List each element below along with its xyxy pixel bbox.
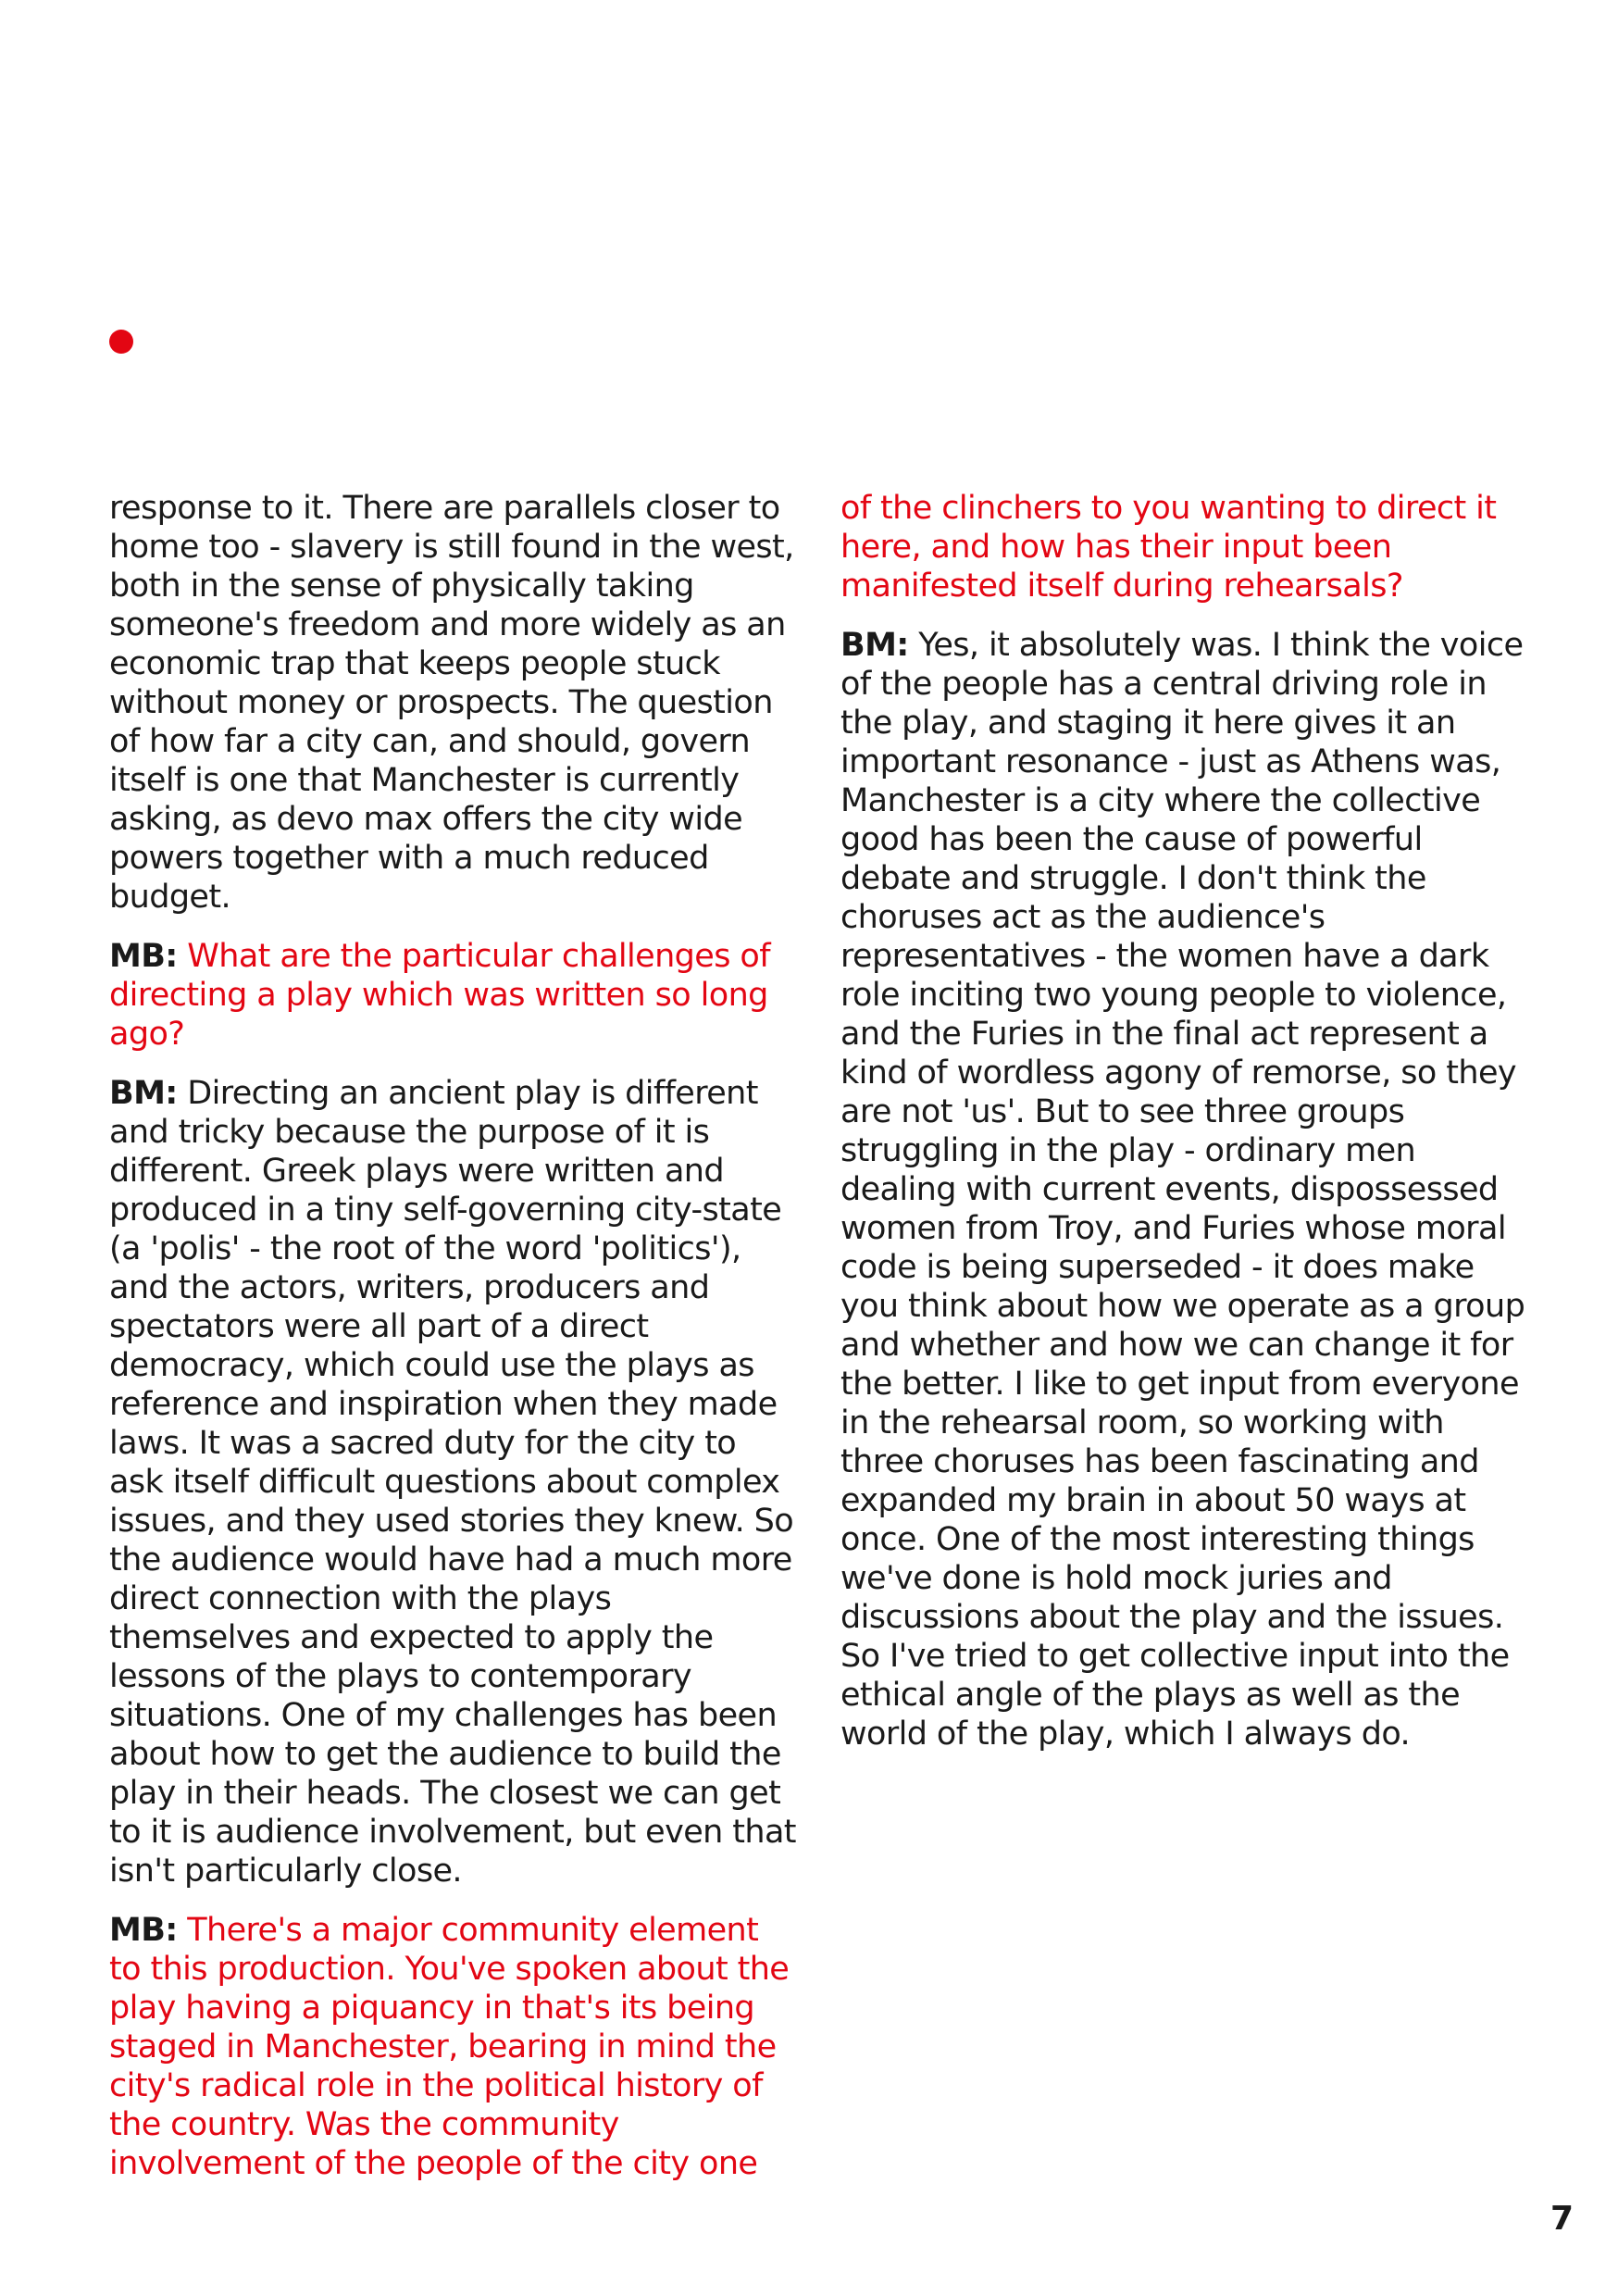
answer-text: Yes, it absolutely was. I think the voice of the people has a central driving role in the play, and staging it here gives it an important resonance - just as Athens was, Manchester is a city where the collective good has been the cause of powerful debate and struggle. I don't think the choruses act as the audience's representatives - the women have a dark role inciting two young people to violence, and the Furies in the final act represent a kind of wordless agony of remorse, so they are not 'us'. But to see three groups struggling in the play - ordinary men dealing with current events, dispossessed women from Troy, and Furies whose moral code is being superseded - it does make you think about how we operate as a group and whether and how we can change it for the better. I like to get input from everyone in the rehearsal room, so working with three choruses has been fascinating and expanded my brain in about 50 ways at once. One of the most interesting things we've done is hold mock juries and discussions about the play and the issues. So I've tried to get collective input into the ethical angle of the plays as well as the world of the play, which I always do. bbox=[840, 627, 1525, 1753]
red-dot-bullet bbox=[109, 330, 133, 354]
question-community bbox=[109, 1911, 799, 2183]
question-community-continued: of the clinchers to you wanting to direct it here, and how has their input been manifested itself during rehearsals? bbox=[840, 490, 1497, 605]
question-text: What are the particular challenges of directing a play which was written so long ago? bbox=[109, 938, 770, 1053]
page-number: 7 bbox=[1550, 2200, 1574, 2238]
answer-text: Directing an ancient play is different and tricky because the purpose of it is different. Greek plays were written and produced in a tiny self-governing city-state (a 'polis' - the root of the word 'politics'), and the actors, writers, producers and spectators were all part of a direct democracy, which could use the plays as reference and inspiration when they made laws. It was a sacred duty for the city to ask itself difficult questions about complex issues, and they used stories they knew. So the audience would have had a much more direct connection with the plays themselves and expected to apply the lessons of the plays to contemporary situations. One of my challenges has been about how to get the audience to build the play in their heads. The closest we can get to it is audience involvement, but even that isn't particularly close. bbox=[109, 1075, 796, 1890]
question-text: There's a major community element to this production. You've spoken about the play having a piquancy in that's its being staged in Manchester, bearing in mind the city's radical role in the political history of the country. Was the community involvement of the people of the city one bbox=[109, 1912, 790, 2182]
paragraph-response: response to it. There are parallels closer to home too - slavery is still found in the west, both in the sense of physically taking someone's freedom and more widely as an economic trap that keeps people stuck without money or prospects. The question of how far a city can, and should, govern itself is one that Manchester is currently asking, as devo max offers the city wide powers together with a much reduced budget. bbox=[109, 490, 794, 916]
answer-community bbox=[840, 626, 1530, 1753]
speaker-label: MB: bbox=[109, 1912, 178, 1949]
speaker-label: MB: bbox=[109, 938, 178, 975]
left-column bbox=[109, 489, 799, 2203]
answer-challenges bbox=[109, 1074, 799, 1890]
speaker-label: BM: bbox=[840, 627, 909, 664]
question-challenges bbox=[109, 937, 799, 1054]
speaker-label: BM: bbox=[109, 1075, 178, 1112]
right-column bbox=[840, 489, 1530, 1774]
